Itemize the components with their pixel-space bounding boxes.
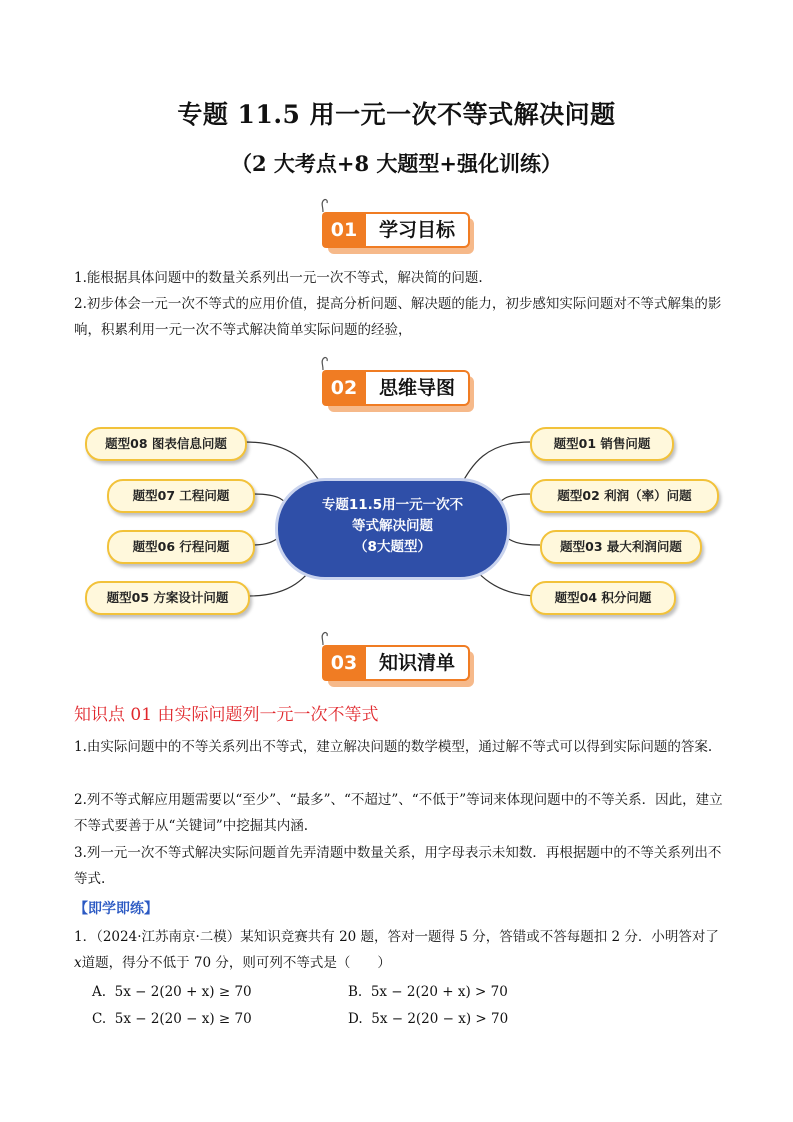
option-key: A. xyxy=(92,984,107,1000)
section-badge-knowledge xyxy=(322,645,474,681)
option-key: C. xyxy=(92,1011,107,1027)
page-subtitle: （2 大考点+8 大题型+强化训练） xyxy=(230,151,563,176)
option-b[interactable] xyxy=(348,984,508,1000)
question-variable: x xyxy=(74,955,82,971)
section-badge-goals xyxy=(322,212,474,248)
option-key: B. xyxy=(348,984,363,1000)
section-number: 02 xyxy=(322,370,366,406)
mindmap-node-type06: 题型06 行程问题 xyxy=(107,530,255,564)
section-label: 思维导图 xyxy=(366,370,470,406)
section-label: 知识清单 xyxy=(366,645,470,681)
hook-icon xyxy=(320,198,330,212)
section-label: 学习目标 xyxy=(366,212,470,248)
mindmap-node-type08: 题型08 图表信息问题 xyxy=(85,427,247,461)
mindmap-center-line: 专题11.5用一元一次不 xyxy=(321,497,464,513)
mindmap-node-type05: 题型05 方案设计问题 xyxy=(85,581,250,615)
knowledge-item: 2.列不等式解应用题需要以“至少”、“最多”、“不超过”、“不低于”等词来体现问题中的不等关系．因此，建立不等式要善于从“关键词”中挖掘其内涵. xyxy=(74,792,723,834)
option-c[interactable] xyxy=(92,1011,252,1027)
mindmap-center xyxy=(275,478,510,580)
section-badge-mindmap xyxy=(322,370,474,406)
question-text-part: 1．（2024·江苏南京·二模）某知识竞赛共有 20 题，答对一题得 5 分，答错或不答每题扣 2 分．小明答对了 xyxy=(74,929,719,945)
option-text: 5x − 2(20 − x) > 70 xyxy=(371,1011,509,1027)
mindmap-center-line: 等式解决问题 xyxy=(352,518,433,534)
page-title: 专题 11.5 用一元一次不等式解决问题 xyxy=(177,100,616,129)
hook-icon xyxy=(320,631,330,645)
option-text: 5x − 2(20 − x) ≥ 70 xyxy=(114,1011,252,1027)
section-number: 03 xyxy=(322,645,366,681)
question-text-part: 道题，得分不低于 70 分，则可列不等式是（ ） xyxy=(81,955,391,971)
mindmap-node-type07: 题型07 工程问题 xyxy=(107,479,255,513)
option-a[interactable] xyxy=(92,984,252,1000)
goal-item: 2.初步体会一元一次不等式的应用价值，提高分析问题、解决题的能力，初步感知实际问题对不等式解集的影响，积累利用一元一次不等式解决简单实际问题的经验， xyxy=(74,296,722,338)
goal-item: 1.能根据具体问题中的数量关系列出一元一次不等式，解决简的问题. xyxy=(74,270,483,286)
mindmap-node-type03: 题型03 最大利润问题 xyxy=(540,530,702,564)
knowledge-item: 1.由实际问题中的不等关系列出不等式，建立解决问题的数学模型，通过解不等式可以得到实际问题的答案. xyxy=(74,739,713,755)
mindmap-node-type02: 题型02 利润（率）问题 xyxy=(530,479,719,513)
mindmap-node-type01: 题型01 销售问题 xyxy=(530,427,674,461)
knowledge-title: 知识点 01 由实际问题列一元一次不等式 xyxy=(74,705,379,725)
mindmap-center-line: （8大题型） xyxy=(354,539,431,555)
mindmap-node-type04: 题型04 积分问题 xyxy=(530,581,676,615)
practice-question xyxy=(74,924,724,976)
option-d[interactable] xyxy=(348,1011,508,1027)
knowledge-item: 3.列一元一次不等式解决实际问题首先弄清题中数量关系，用字母表示未知数．再根据题中的不等关系列出不等式. xyxy=(74,845,722,887)
option-text: 5x − 2(20 + x) ≥ 70 xyxy=(114,984,252,1000)
hook-icon xyxy=(320,356,330,370)
option-key: D. xyxy=(348,1011,363,1027)
section-number: 01 xyxy=(322,212,366,248)
option-text: 5x − 2(20 + x) > 70 xyxy=(370,984,508,1000)
practice-heading: 【即学即练】 xyxy=(74,901,158,917)
